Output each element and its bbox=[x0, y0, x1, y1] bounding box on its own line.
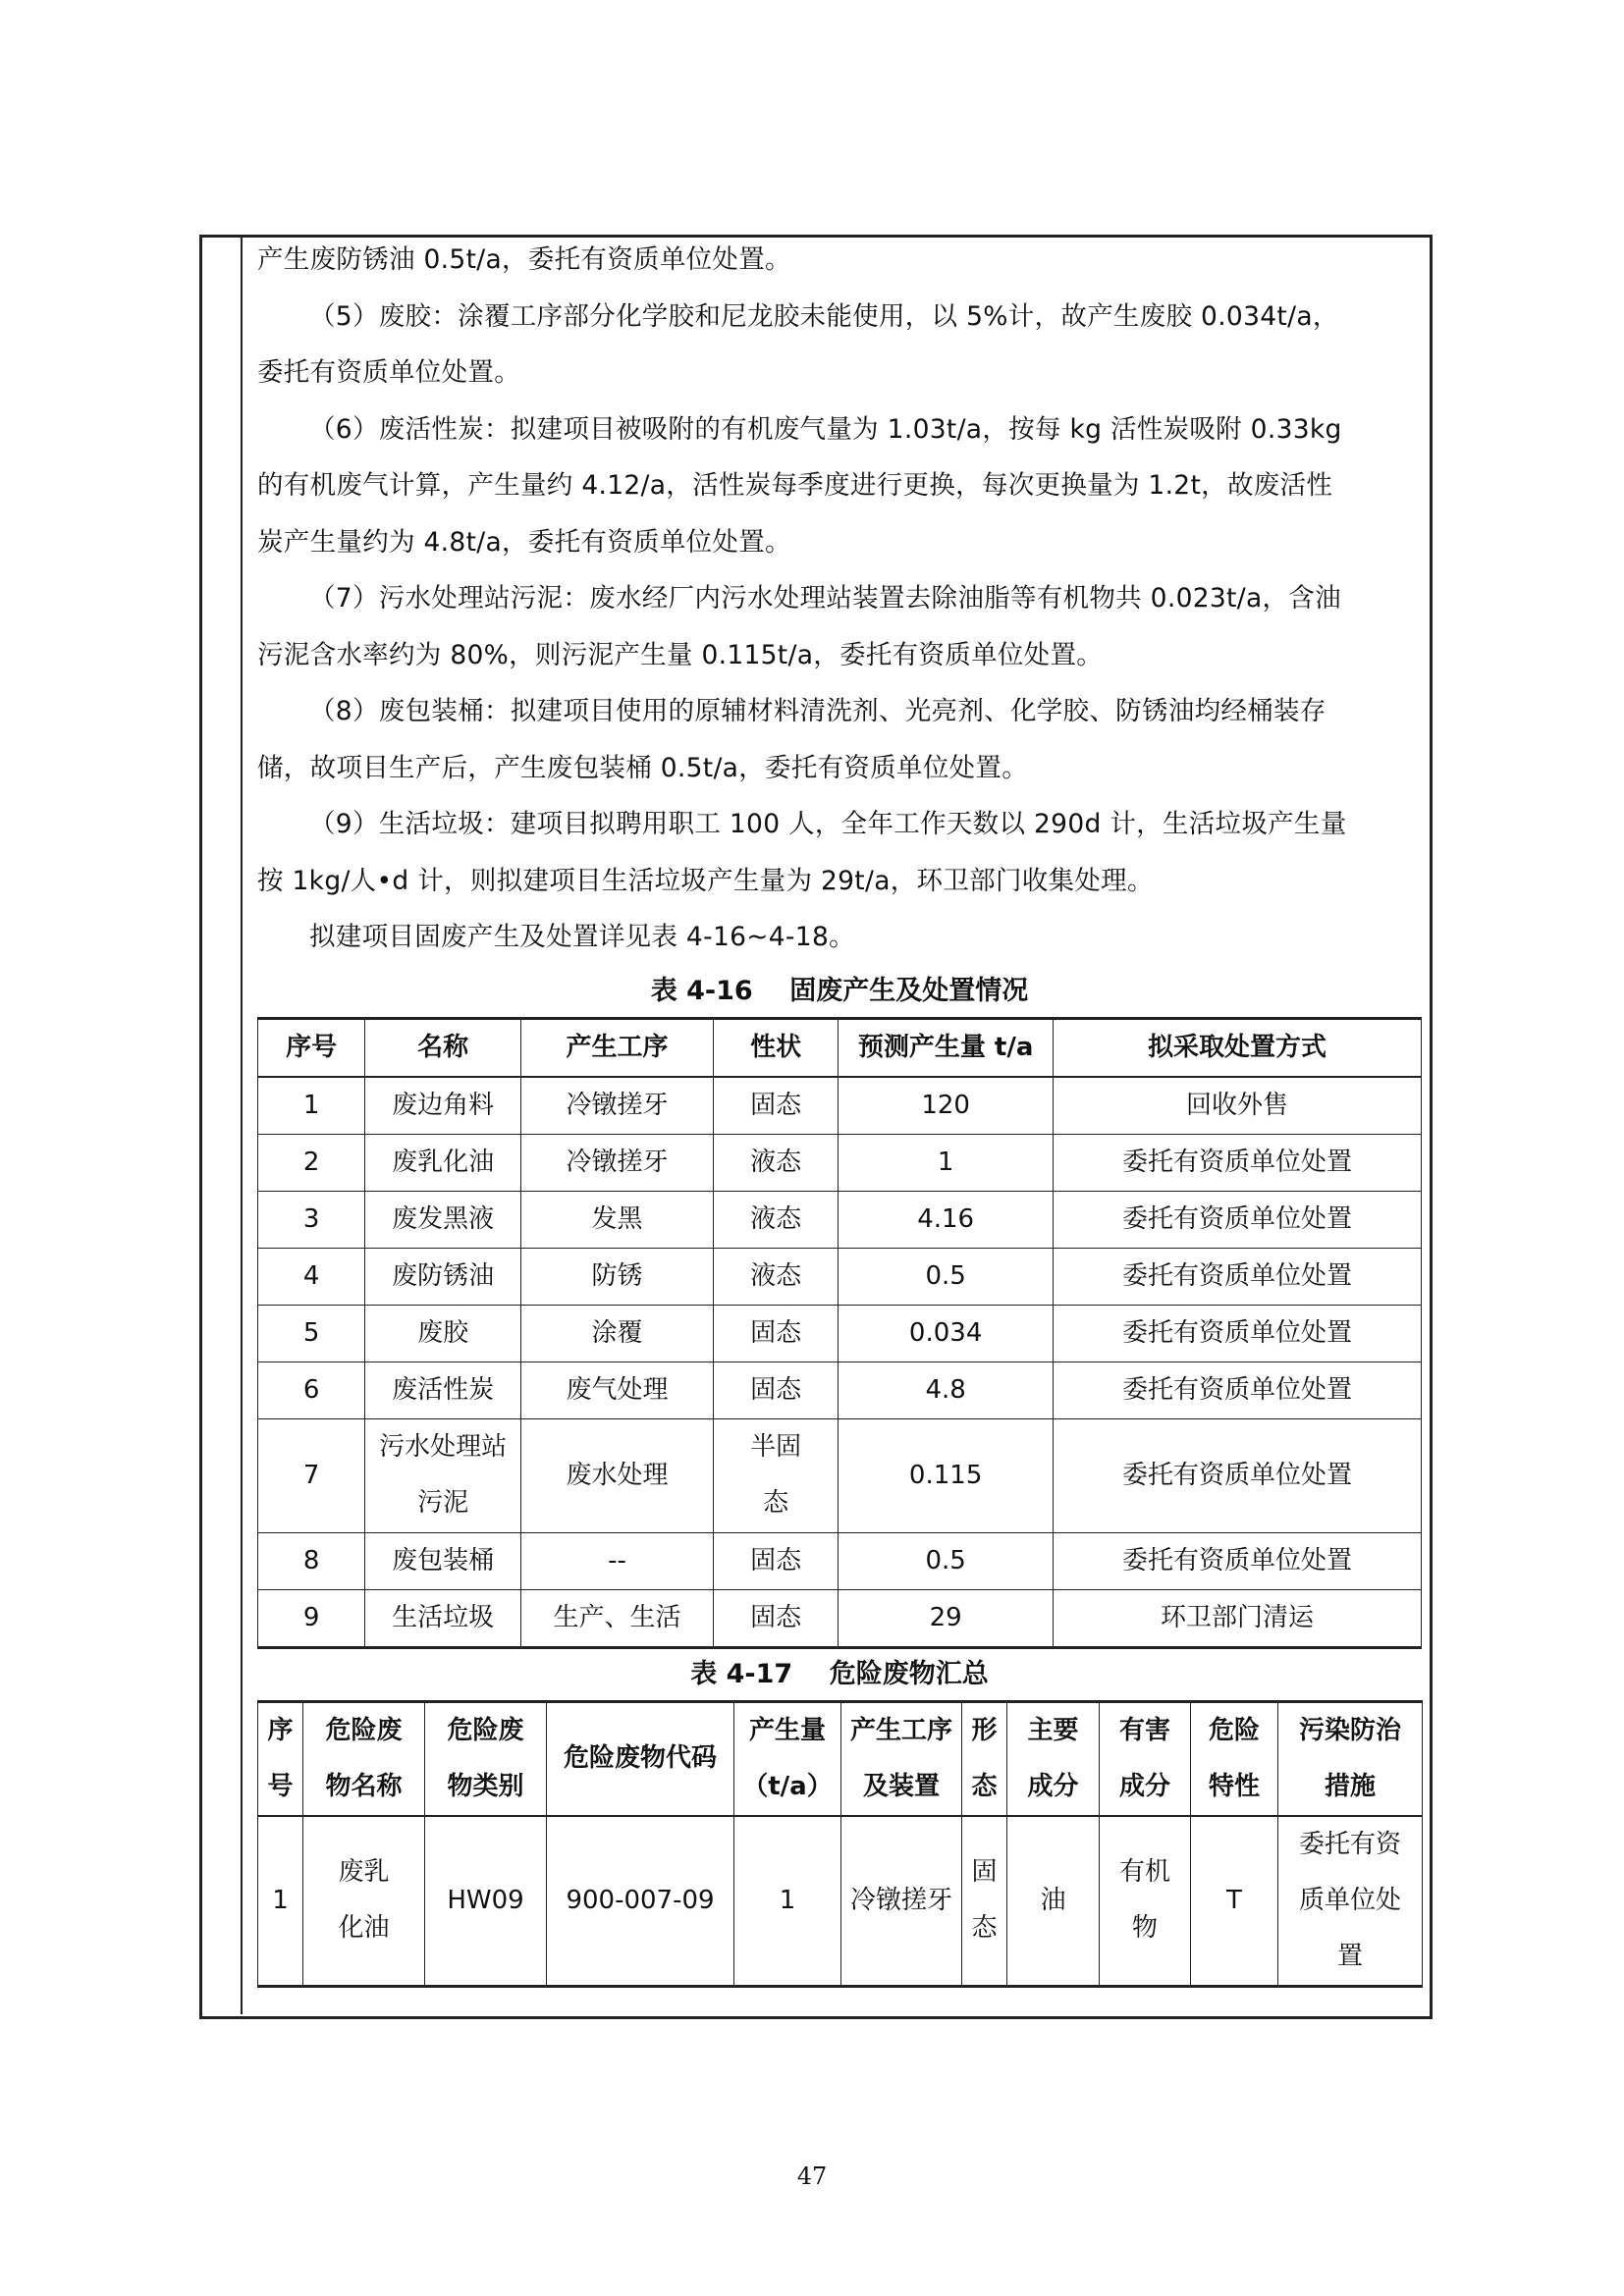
column-header: 危险 特性 bbox=[1191, 1701, 1278, 1816]
paragraph-line: 炭产生量约为 4.8t/a，委托有资质单位处置。 bbox=[257, 526, 791, 558]
table-header-row bbox=[258, 1018, 1422, 1077]
table-cell: 有机 物 bbox=[1100, 1816, 1191, 1987]
table-cell: 冷镦搓牙 bbox=[841, 1816, 962, 1987]
column-header: 危险废物代码 bbox=[547, 1701, 734, 1816]
table-cell: 委托有资质单位处置 bbox=[1054, 1362, 1422, 1418]
table-cell: 4.16 bbox=[839, 1191, 1054, 1248]
column-header: 产生工序 及装置 bbox=[841, 1701, 962, 1816]
table-row bbox=[258, 1589, 1422, 1647]
table-cell: 废边角料 bbox=[365, 1077, 521, 1135]
table-row bbox=[258, 1532, 1422, 1589]
table-cell: 固态 bbox=[713, 1532, 838, 1589]
table-cell: 委托有资质单位处置 bbox=[1054, 1532, 1422, 1589]
table-cell: 2 bbox=[258, 1134, 365, 1191]
table-cell: 液态 bbox=[713, 1134, 838, 1191]
table-cell: 4.8 bbox=[839, 1362, 1054, 1418]
table-row bbox=[258, 1816, 1423, 1987]
column-header: 有害 成分 bbox=[1100, 1701, 1191, 1816]
table-cell: 1 bbox=[258, 1816, 303, 1987]
table-cell: 委托有资质单位处置 bbox=[1054, 1134, 1422, 1191]
column-header: 名称 bbox=[365, 1018, 521, 1077]
paragraph-line: （9）生活垃圾：建项目拟聘用职工 100 人，全年工作天数以 290d 计，生活垃圾产生量 bbox=[309, 809, 1347, 839]
paragraph-line: 产生废防锈油 0.5t/a，委托有资质单位处置。 bbox=[257, 244, 791, 275]
table-cell: 委托有资质单位处置 bbox=[1054, 1305, 1422, 1362]
table-cell: 6 bbox=[258, 1362, 365, 1418]
table-cell: 委托有资质单位处置 bbox=[1054, 1418, 1422, 1532]
column-header: 序号 bbox=[258, 1018, 365, 1077]
table-row bbox=[258, 1305, 1422, 1362]
page-number: 47 bbox=[796, 2163, 828, 2190]
column-header: 形 态 bbox=[962, 1701, 1007, 1816]
table-cell: 防锈 bbox=[521, 1248, 714, 1305]
table-row bbox=[258, 1077, 1422, 1135]
table-cell: 废发黑液 bbox=[365, 1191, 521, 1248]
table-row bbox=[258, 1191, 1422, 1248]
column-header: 性状 bbox=[713, 1018, 838, 1077]
table-cell: HW09 bbox=[425, 1816, 547, 1987]
table-cell: 固 态 bbox=[962, 1816, 1007, 1987]
table-cell: 回收外售 bbox=[1054, 1077, 1422, 1135]
table-row bbox=[258, 1362, 1422, 1418]
column-header: 危险废 物名称 bbox=[303, 1701, 425, 1816]
table-cell: 委托有资 质单位处 置 bbox=[1278, 1816, 1423, 1987]
paragraph-line: 的有机废气计算，产生量约 4.12/a，活性炭每季度进行更换，每次更换量为 1.2t，故废活性 bbox=[257, 470, 1333, 501]
table-4-16 bbox=[257, 1017, 1422, 1649]
table-cell: 废胶 bbox=[365, 1305, 521, 1362]
column-header: 预测产生量 t/a bbox=[839, 1018, 1054, 1077]
table-cell: 29 bbox=[839, 1589, 1054, 1647]
table-cell: 固态 bbox=[713, 1589, 838, 1647]
table-cell: 0.5 bbox=[839, 1532, 1054, 1589]
column-header: 产生量 （t/a） bbox=[734, 1701, 841, 1816]
table-cell: 废防锈油 bbox=[365, 1248, 521, 1305]
column-header: 危险废 物类别 bbox=[425, 1701, 547, 1816]
table-row bbox=[258, 1248, 1422, 1305]
table-cell: 废气处理 bbox=[521, 1362, 714, 1418]
body-paragraphs bbox=[257, 232, 1422, 966]
table-cell: 1 bbox=[258, 1077, 365, 1135]
table-cell: 生产、生活 bbox=[521, 1589, 714, 1647]
table-cell: 0.5 bbox=[839, 1248, 1054, 1305]
column-header: 主要 成分 bbox=[1007, 1701, 1100, 1816]
table-cell: 0.034 bbox=[839, 1305, 1054, 1362]
frame-margin-line bbox=[241, 235, 243, 2014]
table-cell: 冷镦搓牙 bbox=[521, 1077, 714, 1135]
table-cell: 委托有资质单位处置 bbox=[1054, 1248, 1422, 1305]
column-header: 拟采取处置方式 bbox=[1054, 1018, 1422, 1077]
table-cell: 冷镦搓牙 bbox=[521, 1134, 714, 1191]
table-cell: 9 bbox=[258, 1589, 365, 1647]
table-cell: 固态 bbox=[713, 1362, 838, 1418]
table-cell: 7 bbox=[258, 1418, 365, 1532]
table-cell: 液态 bbox=[713, 1191, 838, 1248]
table-cell: 4 bbox=[258, 1248, 365, 1305]
paragraph-line: 委托有资质单位处置。 bbox=[257, 357, 520, 388]
table-cell: 环卫部门清运 bbox=[1054, 1589, 1422, 1647]
table-cell: 8 bbox=[258, 1532, 365, 1589]
table-cell: 固态 bbox=[713, 1305, 838, 1362]
table-cell: 油 bbox=[1007, 1816, 1100, 1987]
table-4-17-caption: 表 4-17 危险废物汇总 bbox=[690, 1658, 989, 1689]
column-header: 产生工序 bbox=[521, 1018, 714, 1077]
table-cell: 900-007-09 bbox=[547, 1816, 734, 1987]
table-cell: -- bbox=[521, 1532, 714, 1589]
table-cell: 120 bbox=[839, 1077, 1054, 1135]
table-header-row bbox=[258, 1701, 1423, 1816]
table-cell: 半固 态 bbox=[713, 1418, 838, 1532]
paragraph-line: （6）废活性炭：拟建项目被吸附的有机废气量为 1.03t/a，按每 kg 活性炭吸附 0.33kg bbox=[309, 413, 1342, 445]
table-4-17 bbox=[257, 1700, 1423, 1988]
table-row bbox=[258, 1134, 1422, 1191]
table-cell: 5 bbox=[258, 1305, 365, 1362]
table-4-16-caption: 表 4-16 固废产生及处置情况 bbox=[650, 975, 1029, 1006]
table-cell: 液态 bbox=[713, 1248, 838, 1305]
table-cell: 废水处理 bbox=[521, 1418, 714, 1532]
paragraph-line: （5）废胶：涂覆工序部分化学胶和尼龙胶未能使用，以 5%计，故产生废胶 0.034t/a， bbox=[309, 300, 1339, 332]
table-cell: 污水处理站 污泥 bbox=[365, 1418, 521, 1532]
table-cell: 废乳化油 bbox=[365, 1134, 521, 1191]
table-cell: 废包装桶 bbox=[365, 1532, 521, 1589]
table-cell: 委托有资质单位处置 bbox=[1054, 1191, 1422, 1248]
table-cell: 固态 bbox=[713, 1077, 838, 1135]
table-cell: 废活性炭 bbox=[365, 1362, 521, 1418]
paragraph-line: 按 1kg/人•d 计，则拟建项目生活垃圾产生量为 29t/a，环卫部门收集处理。 bbox=[257, 865, 1154, 896]
table-cell: 1 bbox=[839, 1134, 1054, 1191]
table-cell: 3 bbox=[258, 1191, 365, 1248]
table-cell: 0.115 bbox=[839, 1418, 1054, 1532]
page-content bbox=[257, 232, 1422, 1988]
table-cell: 生活垃圾 bbox=[365, 1589, 521, 1647]
table-cell: 发黑 bbox=[521, 1191, 714, 1248]
column-header: 序 号 bbox=[258, 1701, 303, 1816]
paragraph-line: （8）废包装桶：拟建项目使用的原辅材料清洗剂、光亮剂、化学胶、防锈油均经桶装存 bbox=[309, 696, 1326, 726]
column-header: 污染防治 措施 bbox=[1278, 1701, 1423, 1816]
table-cell: 涂覆 bbox=[521, 1305, 714, 1362]
table-cell: T bbox=[1191, 1816, 1278, 1987]
paragraph-line: 储，故项目生产后，产生废包装桶 0.5t/a，委托有资质单位处置。 bbox=[257, 752, 1029, 783]
paragraph-line: 污泥含水率约为 80%，则污泥产生量 0.115t/a，委托有资质单位处置。 bbox=[257, 639, 1104, 670]
paragraph-line: （7）污水处理站污泥：废水经厂内污水处理站装置去除油脂等有机物共 0.023t/a，含油 bbox=[309, 583, 1341, 614]
table-row bbox=[258, 1418, 1422, 1532]
table-cell: 1 bbox=[734, 1816, 841, 1987]
paragraph-line: 拟建项目固废产生及处置详见表 4-16~4-18。 bbox=[309, 922, 855, 952]
table-cell: 废乳 化油 bbox=[303, 1816, 425, 1987]
